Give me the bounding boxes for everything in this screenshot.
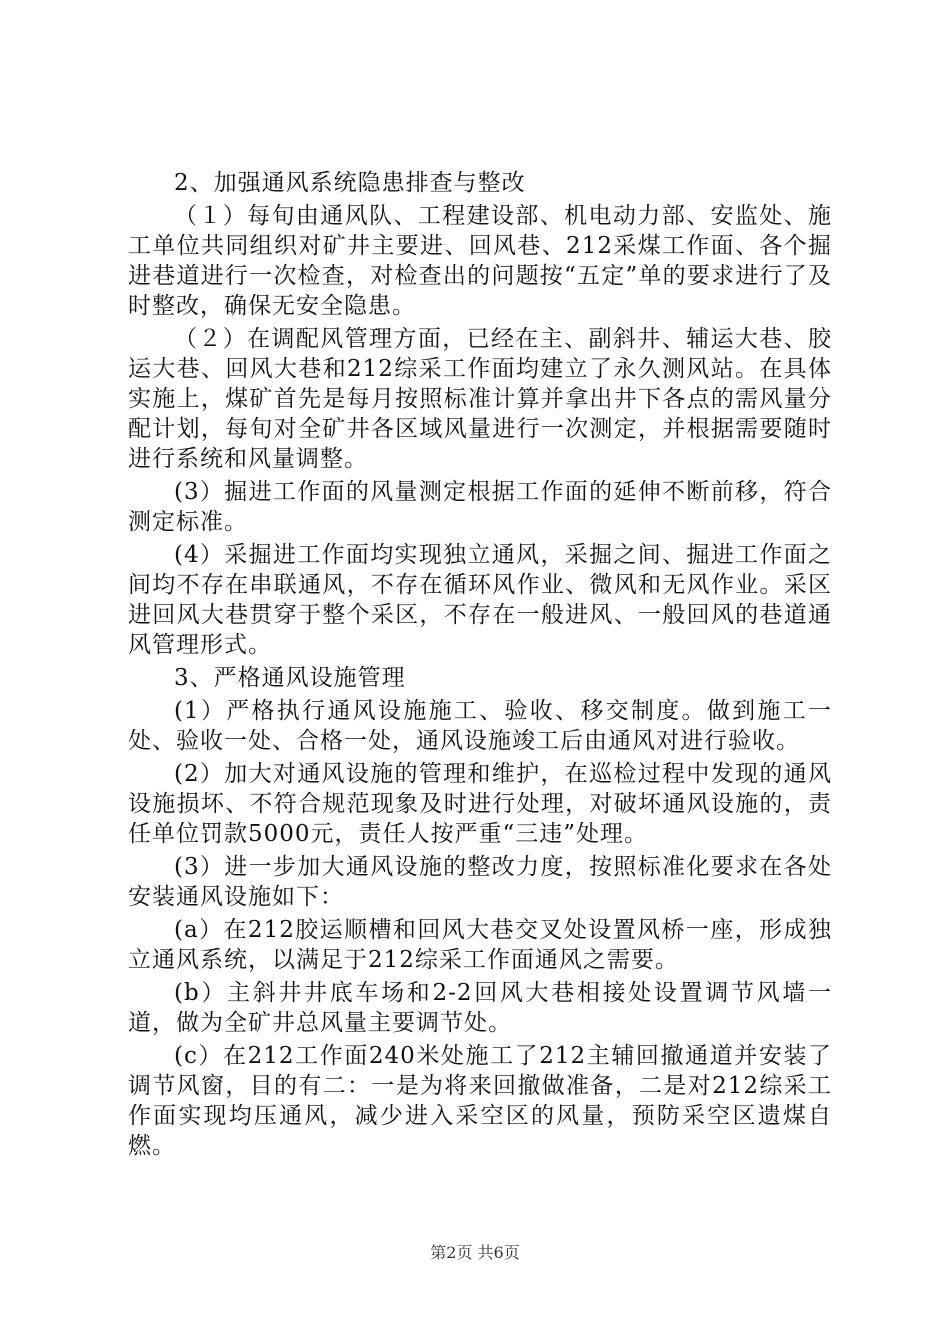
section-2-heading: 2、加强通风系统隐患排查与整改 (174, 170, 526, 196)
section-2-paragraph-1: （１）每旬由通风队、工程建设部、机电动力部、安监处、施工单位共同组织对矿井主要进、回风巷、212采煤工作面、各个掘进巷道进行一次检查，对检查出的问题按“五定”单的要求进行了及时整改，确保无安全隐患。 (128, 203, 832, 319)
page-number-footer: 第2页 共6页 (430, 1243, 520, 1262)
section-3-item-c: (c）在212工作面240米处施工了212主辅回撤通道并安装了调节风窗，目的有二：一是为将来回撤做准备，二是对212综采工作面实现均压通风，减少进入采空区的风量，预防采空区遗煤自燃。 (128, 1043, 832, 1159)
section-3-paragraph-2: (2）加大对通风设施的管理和维护，在巡检过程中发现的通风设施损坏、不符合规范现象及时进行处理，对破坏通风设施的，责任单位罚款5000元，责任人按严重“三违”处理。 (128, 761, 832, 847)
section-2-paragraph-3: (3）掘进工作面的风量测定根据工作面的延伸不断前移，符合测定标准。 (128, 479, 832, 535)
section-2-paragraph-4: (4）采掘进工作面均实现独立通风，采掘之间、掘进工作面之间均不存在串联通风，不存在循环风作业、微风和无风作业。采区进回风大巷贯穿于整个采区，不存在一般进风、一般回风的巷道通风管理形式。 (128, 542, 832, 658)
section-3-paragraph-3: (3）进一步加大通风设施的整改力度，按照标准化要求在各处安装通风设施如下： (128, 854, 832, 910)
section-3-heading: 3、严格通风设施管理 (174, 665, 406, 691)
section-3-item-a: (a）在212胶运顺槽和回风大巷交叉处设置风桥一座，形成独立通风系统，以满足于212综采工作面通风之需要。 (128, 917, 832, 973)
section-2-paragraph-2: （２）在调配风管理方面，已经在主、副斜井、辅运大巷、胶运大巷、回风大巷和212综采工作面均建立了永久测风站。在具体实施上，煤矿首先是每月按照标准计算并拿出井下各点的需风量分配计划，每旬对全矿井各区域风量进行一次测定，并根据需要随时进行系统和风量调整。 (128, 326, 832, 472)
document-body (128, 168, 832, 1164)
section-3-item-b: (b）主斜井井底车场和2-2回风大巷相接处设置调节风墙一道，做为全矿井总风量主要调节处。 (128, 980, 832, 1036)
section-3-paragraph-1: (1）严格执行通风设施施工、验收、移交制度。做到施工一处、验收一处、合格一处，通风设施竣工后由通风对进行验收。 (128, 698, 832, 754)
